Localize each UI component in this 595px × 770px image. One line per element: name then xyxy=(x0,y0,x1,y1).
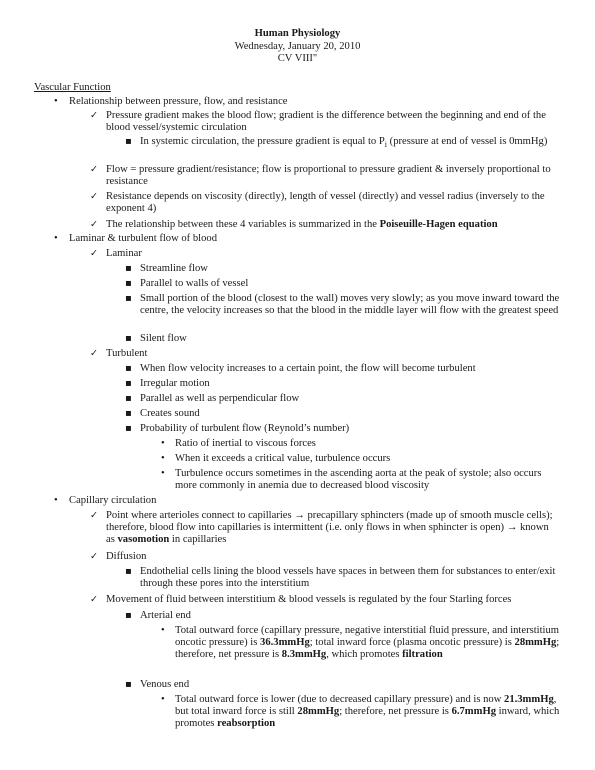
checkmark-icon xyxy=(90,110,98,122)
text-segment: Streamline flow xyxy=(140,263,208,274)
outline-item xyxy=(140,363,560,375)
text-segment: Flow = pressure gradient/resistance; flow is proportional to pressure gradient & inversely proportional to resistance xyxy=(106,164,551,188)
bullet-icon xyxy=(161,468,165,480)
bullet-icon xyxy=(161,625,165,637)
square-bullet-icon xyxy=(125,293,132,305)
text-segment: inward, which promotes xyxy=(175,706,560,730)
square-bullet-icon xyxy=(125,278,132,290)
square-bullet-icon xyxy=(125,263,132,275)
outline-item-text xyxy=(140,278,560,290)
text-segment: Parallel as well as perpendicular flow xyxy=(140,393,300,404)
text-segment: ; therefore, net pressure is xyxy=(175,637,560,661)
text-segment: Turbulence occurs sometimes in the ascending aorta at the peak of systole; also occurs more commonly in anemia due to decreased blood viscosity xyxy=(175,468,542,492)
document-title: Human Physiology xyxy=(254,28,341,39)
text-segment: Endothelial cells lining the blood vessels have spaces in between them for substances to enter/exit through these pores into the interstitium xyxy=(140,566,556,590)
outline-item xyxy=(106,219,560,231)
outline-item xyxy=(140,263,560,275)
lecture-label: CV VIII" xyxy=(277,53,318,64)
bold-term: 28mmHg xyxy=(297,706,340,718)
square-bullet-icon xyxy=(125,408,132,420)
text-segment: Total outward force (capillary pressure, negative interstitial fluid pressure, and interstitium oncotic pressure) is xyxy=(175,625,560,649)
square-bullet-icon xyxy=(125,378,132,390)
outline-item xyxy=(69,96,560,108)
square-bullet-icon xyxy=(125,363,132,375)
outline-item xyxy=(175,625,560,661)
outline-item xyxy=(140,393,560,405)
text-segment: Arterial end xyxy=(140,610,191,621)
outline-item-text xyxy=(140,333,560,345)
text-segment: Creates sound xyxy=(140,408,200,419)
bullet-icon xyxy=(161,453,165,465)
outline-item-text xyxy=(140,393,560,405)
outline-item xyxy=(140,679,560,691)
outline-item xyxy=(175,438,560,450)
outline-item xyxy=(175,694,560,730)
text-segment: Pressure gradient makes the blood flow; gradient is the difference between the beginning and end of the blood vessel/systemic circulation xyxy=(106,110,546,134)
outline-item-text xyxy=(106,510,560,546)
outline-item-text xyxy=(140,293,560,317)
outline-item-text xyxy=(140,610,560,622)
outline-item xyxy=(69,233,560,245)
square-bullet-icon xyxy=(125,423,132,435)
section-heading: Vascular Function xyxy=(34,82,111,93)
square-bullet-icon xyxy=(125,610,132,622)
text-segment: i xyxy=(384,140,388,150)
outline-item xyxy=(140,423,560,435)
bold-term: reabsorption xyxy=(217,718,276,730)
text-segment: Laminar & turbulent flow of blood xyxy=(69,233,217,244)
outline-item-text xyxy=(106,348,560,360)
outline-item xyxy=(140,408,560,420)
text-segment: Point where arterioles connect to capillaries → precapillary sphincters (made up of smooth muscle cells); therefore, blood flow into capillaries is intermittent (i.e. only flows in when sphincter is open) → known as xyxy=(106,510,553,546)
bold-term: 36.3mmHg xyxy=(260,637,310,649)
outline-item xyxy=(106,594,560,606)
outline-item-text xyxy=(106,191,560,215)
text-segment: Ratio of inertial to viscous forces xyxy=(175,438,316,449)
outline-item-text xyxy=(140,363,560,375)
bold-term: 6.7mmHg xyxy=(451,706,496,718)
bullet-icon xyxy=(54,96,58,108)
text-segment: Movement of fluid between interstitium & blood vessels is regulated by the four Starling forces xyxy=(106,594,512,605)
outline-item-text xyxy=(106,594,560,606)
bold-term: Poiseuille-Hagen equation xyxy=(379,219,498,230)
square-bullet-icon xyxy=(125,136,132,148)
outline-item-text xyxy=(106,248,560,260)
text-segment: , but total inward force is still xyxy=(175,694,557,718)
outline-item xyxy=(69,495,560,507)
bullet-icon xyxy=(54,233,58,245)
outline-item xyxy=(175,453,560,465)
outline-item xyxy=(106,510,560,546)
bullet-icon xyxy=(54,495,58,507)
text-segment: In systemic circulation, the pressure gradient is equal to P xyxy=(140,136,385,147)
outline-item xyxy=(140,333,560,345)
outline-item xyxy=(106,551,560,563)
square-bullet-icon xyxy=(125,393,132,405)
outline-item-text xyxy=(69,96,560,108)
text-segment: Parallel to walls of vessel xyxy=(140,278,249,289)
outline-item-text xyxy=(140,679,560,691)
outline-item xyxy=(140,293,560,317)
text-segment: (pressure at end of vessel is 0mmHg) xyxy=(387,136,548,147)
checkmark-icon xyxy=(90,348,98,360)
outline-item-text xyxy=(69,495,560,507)
outline-item xyxy=(140,610,560,622)
outline-item-text xyxy=(106,110,560,134)
text-segment: Total outward force is lower (due to decreased capillary pressure) and is now xyxy=(175,694,505,705)
text-segment: Venous end xyxy=(140,679,190,690)
text-segment: Laminar xyxy=(106,248,142,259)
outline-item-text xyxy=(175,694,560,730)
checkmark-icon xyxy=(90,164,98,176)
outline-item xyxy=(140,566,560,590)
outline-item-text xyxy=(69,233,560,245)
checkmark-icon xyxy=(90,219,98,231)
outline-item-text xyxy=(175,438,560,450)
text-segment: Resistance depends on viscosity (directly), length of vessel (directly) and vessel radius (inversely to the exponent 4) xyxy=(106,191,545,215)
text-segment: Turbulent xyxy=(106,348,148,359)
text-segment: When it exceeds a critical value, turbulence occurs xyxy=(175,453,391,464)
bold-term: 28mmHg xyxy=(514,637,557,649)
bold-term: vasomotion xyxy=(117,534,170,546)
outline-item-text xyxy=(140,566,560,590)
outline-item-text xyxy=(106,551,560,563)
bullet-icon xyxy=(161,694,165,706)
outline-item xyxy=(106,164,560,188)
checkmark-icon xyxy=(90,191,98,203)
checkmark-icon xyxy=(90,510,98,522)
checkmark-icon xyxy=(90,594,98,606)
outline-item xyxy=(140,378,560,390)
outline-item-text xyxy=(140,378,560,390)
outline-item xyxy=(106,348,560,360)
outline-item xyxy=(106,248,560,260)
outline-item xyxy=(106,191,560,215)
text-segment: Small portion of the blood (closest to the wall) moves very slowly; as you move inward toward the centre, the velocity increases so that the blood in the middle layer will flow with the greatest speed xyxy=(140,293,560,317)
outline-item-text xyxy=(140,408,560,420)
checkmark-icon xyxy=(90,248,98,260)
text-segment: The relationship between these 4 variables is summarized in the xyxy=(106,219,380,230)
checkmark-icon xyxy=(90,551,98,563)
outline-item-text xyxy=(106,164,560,188)
text-segment: Capillary circulation xyxy=(69,495,157,506)
text-segment: Relationship between pressure, flow, and resistance xyxy=(69,96,288,107)
outline-item-text xyxy=(140,136,560,148)
square-bullet-icon xyxy=(125,333,132,345)
outline-item-text xyxy=(106,219,560,231)
bullet-icon xyxy=(161,438,165,450)
outline-item-text xyxy=(175,625,560,661)
outline-item xyxy=(106,110,560,134)
text-segment: Silent flow xyxy=(140,333,187,344)
outline-item xyxy=(175,468,560,492)
text-segment: , which promotes xyxy=(326,649,403,661)
bold-term: filtration xyxy=(402,649,443,661)
text-segment: Irregular motion xyxy=(140,378,210,389)
text-segment: Diffusion xyxy=(106,551,147,562)
outline-item-text xyxy=(175,453,560,465)
bold-term: 8.3mmHg xyxy=(281,649,327,661)
text-segment: ; therefore, net pressure is xyxy=(339,706,452,718)
square-bullet-icon xyxy=(125,679,132,691)
outline-item-text xyxy=(140,423,560,435)
square-bullet-icon xyxy=(125,566,132,578)
outline-item xyxy=(140,278,560,290)
text-segment: Probability of turbulent flow (Reynold’s number) xyxy=(140,423,350,434)
text-segment: ; total inward force (plasma oncotic pressure) is xyxy=(309,637,515,649)
text-segment: When flow velocity increases to a certain point, the flow will become turbulent xyxy=(140,363,476,374)
outline-item xyxy=(140,136,560,148)
text-segment: in capillaries xyxy=(169,534,227,546)
document-header xyxy=(0,28,595,66)
bold-term: 21.3mmHg xyxy=(504,694,554,705)
document-date: Wednesday, January 20, 2010 xyxy=(234,40,361,52)
outline-item-text xyxy=(140,263,560,275)
outline-item-text xyxy=(175,468,560,492)
